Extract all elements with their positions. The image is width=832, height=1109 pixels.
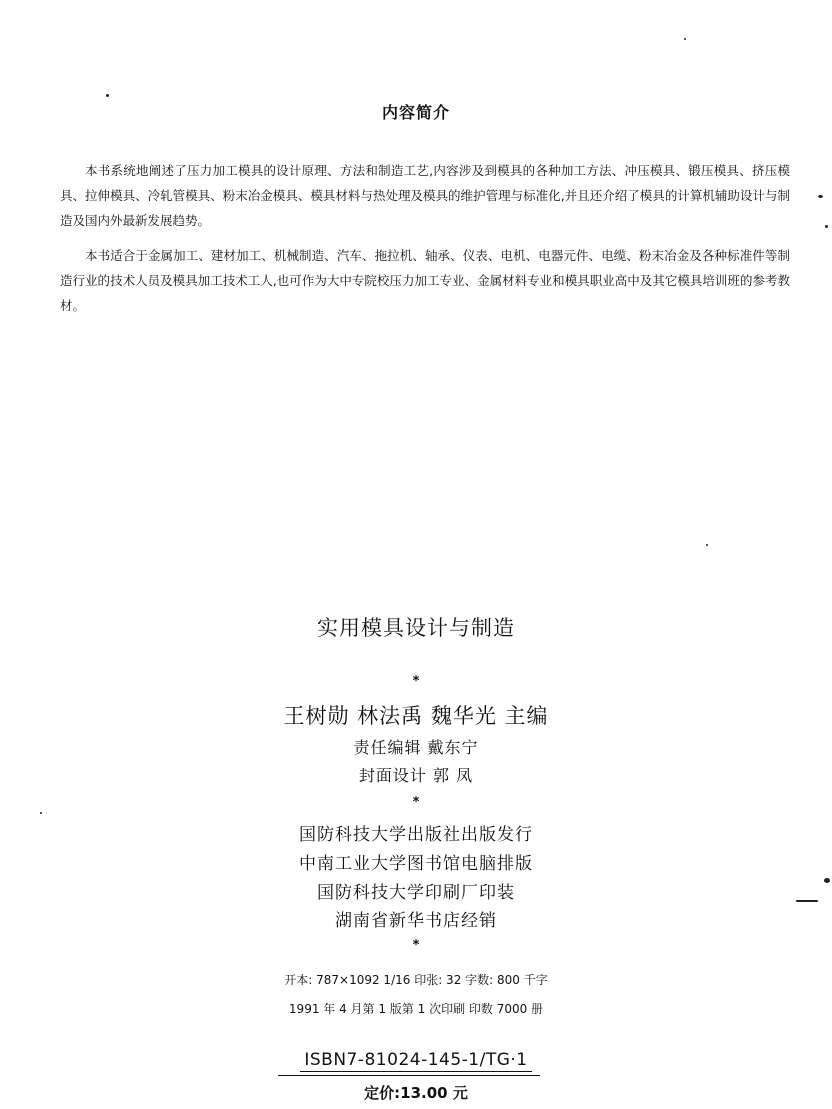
isbn: ISBN7-81024-145-1/TG·1 bbox=[300, 1050, 531, 1072]
book-title: 实用模具设计与制造 bbox=[317, 616, 515, 640]
price: 定价:13.00 元 bbox=[364, 1084, 468, 1102]
separator-star: * bbox=[412, 674, 420, 689]
cover-design: 封面设计 郭 凤 bbox=[358, 766, 474, 785]
summary-paragraph-1: 本书系统地阐述了压力加工模具的设计原理、方法和制造工艺,内容涉及到模具的各种加工方法、冲压模具、锻压模具、挤压模具、拉伸模具、冷轧管模具、粉末冶金模具、模具材料与热处理及模具的维护管理与标准化,并且还介绍了模具的计算机辅助设计与制造及国内外最新发展趋势。 bbox=[60, 163, 790, 228]
isbn-block bbox=[0, 1050, 832, 1072]
publisher: 国防科技大学出版社出版发行 bbox=[299, 825, 533, 845]
scan-speck bbox=[684, 38, 686, 40]
scan-speck bbox=[796, 900, 818, 902]
content-summary-title: 内容简介 bbox=[381, 103, 450, 122]
scan-speck bbox=[40, 812, 42, 814]
separator-star: * bbox=[412, 938, 420, 953]
scan-speck bbox=[106, 94, 109, 97]
editors: 王树勋 林法禹 魏华光 主编 bbox=[283, 704, 549, 728]
scan-speck bbox=[825, 225, 828, 228]
format-specs: 开本: 787×1092 1/16 印张: 32 字数: 800 千字 bbox=[284, 973, 548, 987]
summary-paragraph-2: 本书适合于金属加工、建材加工、机械制造、汽车、拖拉机、轴承、仪表、电机、电器元件、电缆、粉末冶金及各种标准件等制造行业的技术人员及模具加工技术工人,也可作为大中专院校压力加工专业、金属材料专业和模具职业高中及其它模具培训班的参考教材。 bbox=[60, 248, 790, 313]
isbn-rule bbox=[278, 1075, 540, 1076]
scan-speck bbox=[706, 544, 708, 546]
typesetting: 中南工业大学图书馆电脑排版 bbox=[299, 854, 533, 874]
distribution: 湖南省新华书店经销 bbox=[335, 911, 497, 931]
edition-info: 1991 年 4 月第 1 版第 1 次印刷 印数 7000 册 bbox=[288, 1002, 544, 1016]
responsible-editor: 责任编辑 戴东宁 bbox=[353, 738, 479, 757]
printing: 国防科技大学印刷厂印装 bbox=[317, 883, 515, 903]
scan-speck bbox=[818, 195, 823, 198]
separator-star: * bbox=[412, 795, 420, 810]
scan-speck bbox=[824, 878, 830, 883]
